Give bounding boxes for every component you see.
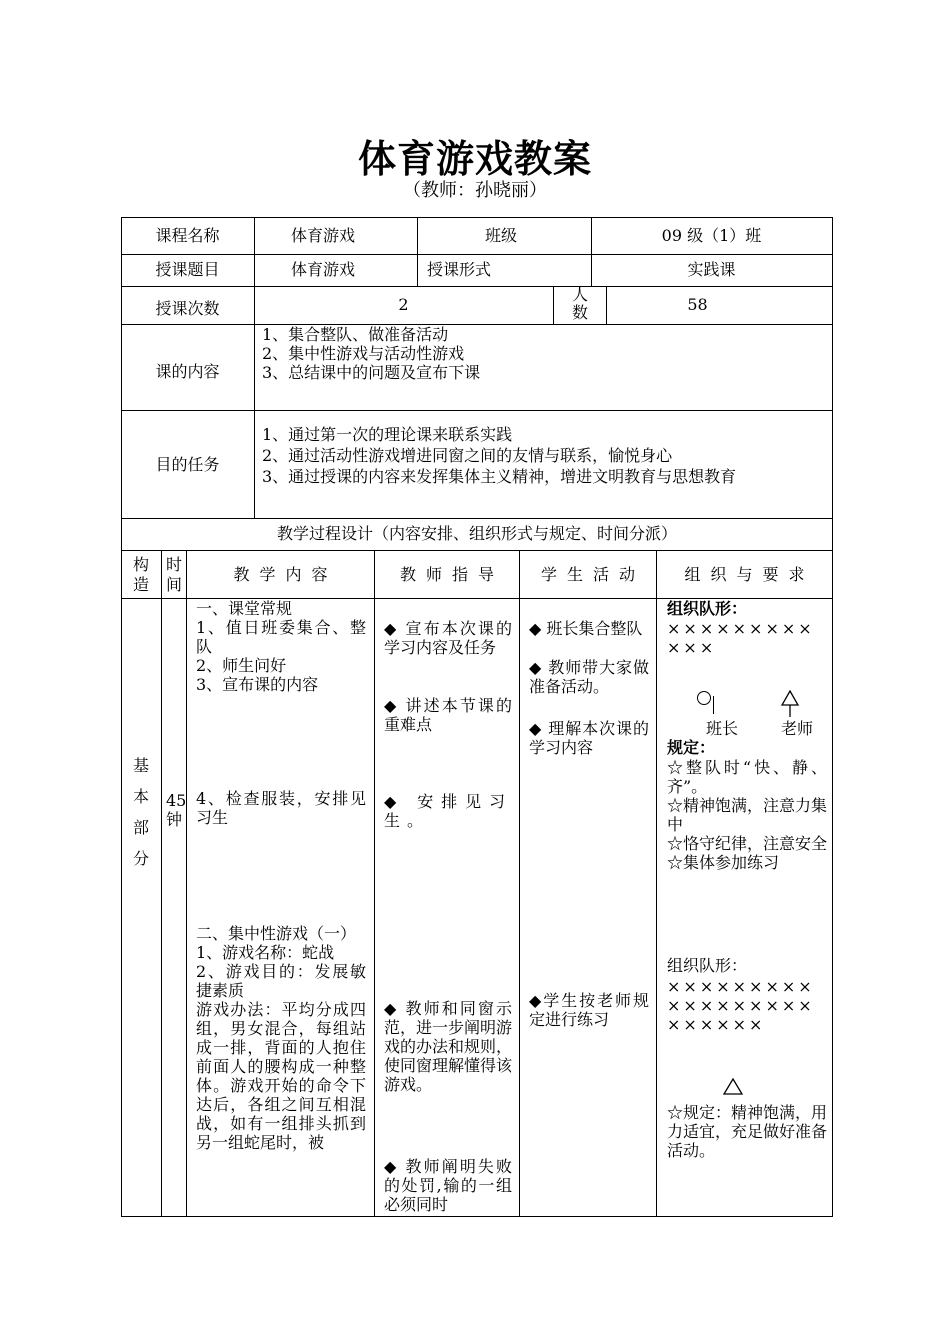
col-student-activity: 学生活动 <box>540 565 645 584</box>
col-teach-content: 教学内容 <box>233 565 338 584</box>
student-practice: ◆学生按老师规定进行练习 <box>529 991 649 1029</box>
col-time: 时间 <box>166 555 183 594</box>
teacher-triangle-icon <box>723 1078 743 1096</box>
goal-item: 3、通过授课的内容来发挥集体主义精神，增进文明教育与思想教育 <box>262 467 737 486</box>
content-label: 课的内容 <box>155 362 220 381</box>
content-check: 4、检查服装，安排见习生 <box>196 789 366 827</box>
content-game: 二、集中性游戏（一） 1、游戏名称：蛇战 2、游戏目的：发展敏捷素质 游戏办法：平均分成四组，男女混合，每组站成一排，背面的人抱住前面人的腰构成一种整体。游戏开始的命令下达后，各组之间互相混战，如有一组排头抓到另一组蛇尾时，被 <box>196 924 366 1152</box>
col-teacher-guide: 教师指导 <box>399 565 504 584</box>
col-org-requirements: 组织与要求 <box>684 565 815 584</box>
org-formation-marks-2: ×××××××××××××××××××××××× <box>667 977 815 1034</box>
page-title: 体育游戏教案 <box>357 137 592 181</box>
sessions-value: 2 <box>398 295 409 314</box>
student-assemble: ◆ 班长集合整队 <box>529 619 643 638</box>
content-routine: 一、课堂常规 1、值日班委集合、整队 2、师生问好 3、宣布课的内容 <box>196 599 366 694</box>
topic-value: 体育游戏 <box>291 260 356 279</box>
class-value: 09 级（1）班 <box>661 226 762 245</box>
content-item: 2、集中性游戏与活动性游戏 <box>262 344 465 363</box>
goal-item: 1、通过第一次的理论课来联系实践 <box>262 425 513 444</box>
rules-list-2: ☆规定：精神饱满，用力适宜，充足做好准备活动。 <box>667 1103 828 1160</box>
teacher-triangle-icon <box>781 690 799 718</box>
org-formation-title-2: 组织队形： <box>667 956 748 975</box>
class-monitor-circle-icon <box>697 691 711 705</box>
form-value: 实践课 <box>687 260 736 279</box>
course-name-value: 体育游戏 <box>291 226 356 245</box>
page-subtitle: （教师：孙晓丽） <box>403 180 547 201</box>
rules-title: 规定： <box>667 738 716 757</box>
class-monitor-flag-icon <box>713 696 714 714</box>
teacher-announce: ◆ 宣布本次课的学习内容及任务 <box>384 619 512 657</box>
teacher-arrange: ◆ 安排见习生。 <box>384 792 512 830</box>
people-label: 人数 <box>571 285 588 322</box>
teacher-position-label: 老师 <box>781 719 814 738</box>
topic-label: 授课题目 <box>155 260 220 279</box>
process-header: 教学过程设计（内容安排、组织形式与规定、时间分派） <box>276 524 677 543</box>
course-name-label: 课程名称 <box>155 226 220 245</box>
org-formation-marks: ×××××××××××× <box>667 619 815 657</box>
student-understand: ◆ 理解本次课的学习内容 <box>529 719 649 757</box>
rules-list: ☆整队时“快、静、齐”。 ☆精神饱满，注意力集中 ☆恪守纪律，注意安全 ☆集体参加练习 <box>667 758 828 872</box>
structure-cell: 基本部分 <box>132 756 149 868</box>
col-structure: 构造 <box>132 555 149 594</box>
content-item: 1、集合整队、做准备活动 <box>262 325 449 344</box>
teacher-penalty: ◆ 教师阐明失败的处罚,输的一组必须同时 <box>384 1157 512 1214</box>
content-list <box>262 325 827 382</box>
goal-item: 2、通过活动性游戏增进同窗之间的友情与联系，愉悦身心 <box>262 446 673 465</box>
teacher-demo: ◆ 教师和同窗示范，进一步阐明游戏的办法和规则，使同窗理解懂得该游戏。 <box>384 999 513 1094</box>
goals-list <box>262 424 827 487</box>
sessions-label: 授课次数 <box>155 299 220 318</box>
lesson-plan-table <box>121 217 833 1217</box>
student-warmup: ◆ 教师带大家做准备活动。 <box>529 658 649 696</box>
people-value: 58 <box>687 295 708 314</box>
org-formation-title: 组织队形： <box>667 599 748 618</box>
goals-label: 目的任务 <box>155 455 220 474</box>
class-label: 班级 <box>485 226 518 245</box>
content-item: 3、总结课中的问题及宣布下课 <box>262 363 481 382</box>
class-monitor-label: 班长 <box>706 719 739 738</box>
form-label: 授课形式 <box>427 260 492 279</box>
teacher-key-points: ◆ 讲述本节课的重难点 <box>384 696 512 734</box>
time-cell: 45钟 <box>166 791 187 829</box>
